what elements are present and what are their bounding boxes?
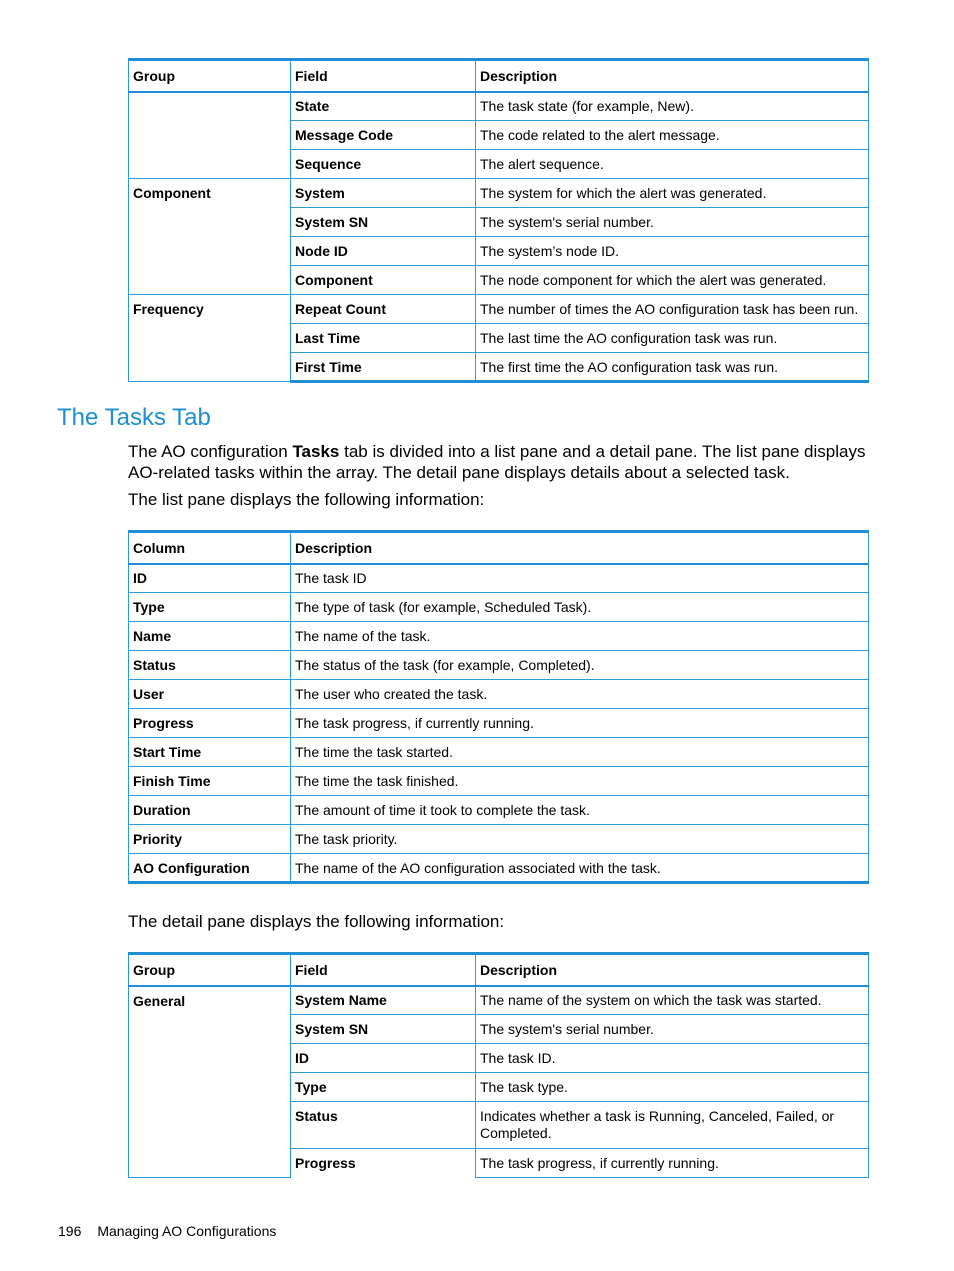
intro-text-after: tab is divided into a list pane and a detail pane. The list pane displays AO-related tasks within the array. The detail pane displays details about a selected task. bbox=[128, 442, 866, 482]
column-cell: Name bbox=[129, 622, 291, 651]
description-cell: The time the task started. bbox=[291, 738, 869, 767]
field-cell: System bbox=[291, 179, 476, 208]
field-cell: First Time bbox=[291, 353, 476, 382]
column-cell: Type bbox=[129, 593, 291, 622]
group-cell: Component bbox=[129, 179, 291, 295]
header-field: Field bbox=[291, 60, 476, 92]
table-row bbox=[129, 767, 869, 796]
list-pane-intro: The list pane displays the following information: bbox=[128, 490, 485, 509]
description-cell: The system's serial number. bbox=[476, 208, 869, 237]
description-cell: The system's serial number. bbox=[476, 1015, 869, 1044]
description-cell: The task progress, if currently running. bbox=[476, 1149, 869, 1178]
intro-paragraph bbox=[128, 441, 873, 483]
column-cell: Progress bbox=[129, 709, 291, 738]
table-row bbox=[129, 796, 869, 825]
table-header-row bbox=[129, 954, 869, 986]
page-footer bbox=[58, 1223, 276, 1239]
intro-bold-term: Tasks bbox=[292, 442, 340, 461]
description-cell: The last time the AO configuration task was run. bbox=[476, 324, 869, 353]
description-cell: The name of the system on which the task was started. bbox=[476, 986, 869, 1015]
header-description: Description bbox=[476, 954, 869, 986]
detail-pane-intro: The detail pane displays the following information: bbox=[128, 912, 505, 931]
description-cell: The time the task finished. bbox=[291, 767, 869, 796]
description-cell: The task progress, if currently running. bbox=[291, 709, 869, 738]
description-cell: The task type. bbox=[476, 1073, 869, 1102]
description-cell: The alert sequence. bbox=[476, 150, 869, 179]
group-cell: General bbox=[129, 986, 291, 1178]
field-cell: Repeat Count bbox=[291, 295, 476, 324]
column-cell: AO Configuration bbox=[129, 854, 291, 883]
column-cell: ID bbox=[129, 564, 291, 593]
column-cell: Finish Time bbox=[129, 767, 291, 796]
field-cell: Message Code bbox=[291, 121, 476, 150]
alert-fields-table bbox=[128, 58, 869, 383]
field-cell: Sequence bbox=[291, 150, 476, 179]
description-cell: The amount of time it took to complete the task. bbox=[291, 796, 869, 825]
field-cell: Status bbox=[291, 1102, 476, 1149]
header-field: Field bbox=[291, 954, 476, 986]
field-cell: Last Time bbox=[291, 324, 476, 353]
description-cell: The task ID bbox=[291, 564, 869, 593]
column-cell: User bbox=[129, 680, 291, 709]
table-row bbox=[129, 179, 869, 208]
table-row bbox=[129, 825, 869, 854]
section-title: The Tasks Tab bbox=[57, 404, 211, 431]
table-row bbox=[129, 295, 869, 324]
field-cell: System Name bbox=[291, 986, 476, 1015]
description-cell: The system for which the alert was generated. bbox=[476, 179, 869, 208]
table-row bbox=[129, 680, 869, 709]
description-cell: The task priority. bbox=[291, 825, 869, 854]
table-header-row bbox=[129, 532, 869, 564]
table-header-row bbox=[129, 60, 869, 92]
table-row bbox=[129, 651, 869, 680]
chapter-title: Managing AO Configurations bbox=[97, 1223, 277, 1239]
header-column: Column bbox=[129, 532, 291, 564]
column-cell: Start Time bbox=[129, 738, 291, 767]
description-cell: The type of task (for example, Scheduled Task). bbox=[291, 593, 869, 622]
detail-pane-table bbox=[128, 952, 869, 1178]
description-cell: The task state (for example, New). bbox=[476, 92, 869, 121]
table-row bbox=[129, 709, 869, 738]
field-cell: System SN bbox=[291, 1015, 476, 1044]
table-row bbox=[129, 986, 869, 1015]
group-cell bbox=[129, 92, 291, 179]
field-cell: Progress bbox=[291, 1149, 476, 1178]
intro-text-before: The AO configuration bbox=[128, 442, 293, 461]
table-row bbox=[129, 92, 869, 121]
description-cell: The task ID. bbox=[476, 1044, 869, 1073]
page-number: 196 bbox=[58, 1223, 82, 1239]
header-description: Description bbox=[291, 532, 869, 564]
column-cell: Status bbox=[129, 651, 291, 680]
field-cell: System SN bbox=[291, 208, 476, 237]
description-cell: The system’s node ID. bbox=[476, 237, 869, 266]
header-group: Group bbox=[129, 954, 291, 986]
description-cell: The first time the AO configuration task was run. bbox=[476, 353, 869, 382]
description-cell: The number of times the AO configuration task has been run. bbox=[476, 295, 869, 324]
field-cell: State bbox=[291, 92, 476, 121]
column-cell: Priority bbox=[129, 825, 291, 854]
header-description: Description bbox=[476, 60, 869, 92]
description-cell: The status of the task (for example, Completed). bbox=[291, 651, 869, 680]
field-cell: Node ID bbox=[291, 237, 476, 266]
list-pane-table bbox=[128, 530, 869, 884]
table-row bbox=[129, 564, 869, 593]
group-cell: Frequency bbox=[129, 295, 291, 382]
table-row bbox=[129, 622, 869, 651]
table-row bbox=[129, 854, 869, 883]
header-group: Group bbox=[129, 60, 291, 92]
description-cell: The code related to the alert message. bbox=[476, 121, 869, 150]
table-row bbox=[129, 738, 869, 767]
description-cell: Indicates whether a task is Running, Canceled, Failed, or Completed. bbox=[476, 1102, 869, 1149]
table-row bbox=[129, 593, 869, 622]
field-cell: Component bbox=[291, 266, 476, 295]
field-cell: ID bbox=[291, 1044, 476, 1073]
field-cell: Type bbox=[291, 1073, 476, 1102]
column-cell: Duration bbox=[129, 796, 291, 825]
description-cell: The name of the AO configuration associated with the task. bbox=[291, 854, 869, 883]
description-cell: The user who created the task. bbox=[291, 680, 869, 709]
description-cell: The node component for which the alert was generated. bbox=[476, 266, 869, 295]
description-cell: The name of the task. bbox=[291, 622, 869, 651]
